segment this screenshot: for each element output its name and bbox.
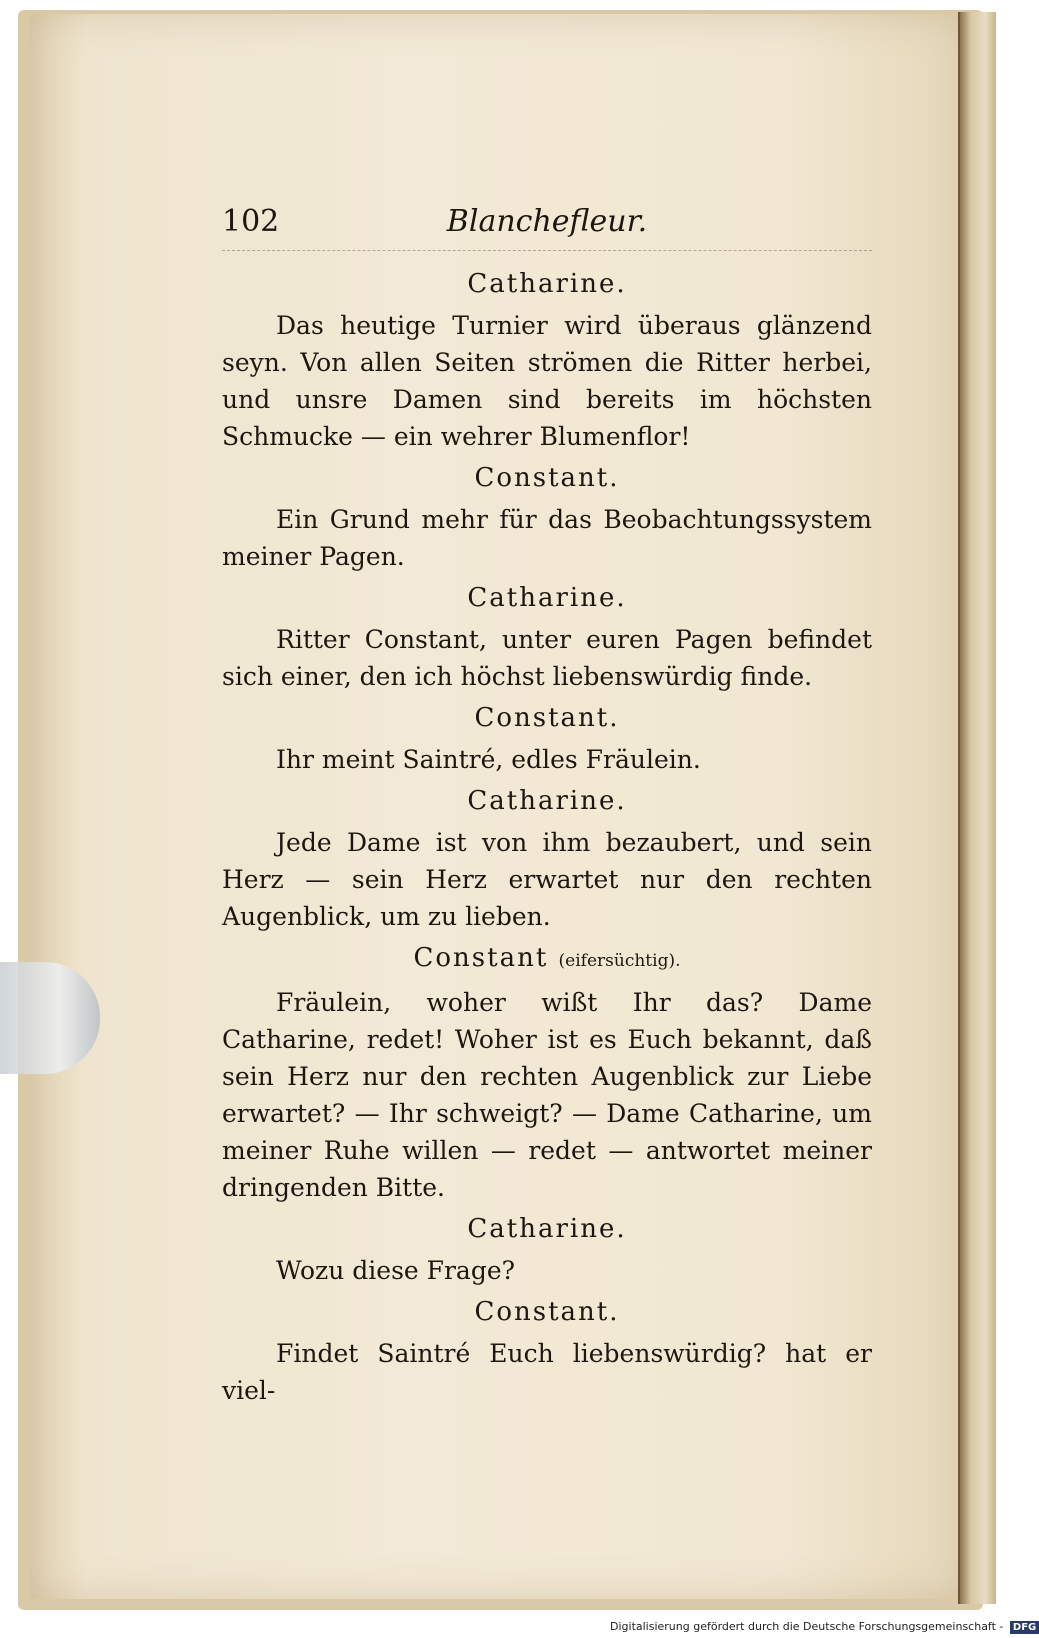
speaker-name: Catharine. [467,1214,627,1244]
stage-direction: (eifersüchtig). [558,951,681,971]
digitization-footer [610,1618,1037,1636]
running-title: Blanchefleur. [446,204,648,239]
speech-text: Ein Grund mehr für das Beobachtungssystem meiner Pagen. [222,505,872,571]
page-number: 102 [222,204,280,239]
running-head [222,190,872,251]
speaker-name: Constant. [474,463,620,493]
speech-text: Das heutige Turnier wird überaus glänzend seyn. Von allen Seiten strömen die Ritter herbei, und unsre Damen sind bereits im höchsten Schmucke — ein wehrer Blumenflor! [222,311,872,451]
speaker-name: Catharine. [467,786,627,816]
speaker-name: Constant. [474,1297,620,1327]
speech-text: Findet Saintré Euch liebenswürdig? hat er viel- [222,1339,872,1405]
speaker-with-direction [222,939,872,980]
next-page-edge [958,12,996,1604]
speaker-name: Constant [413,943,549,973]
page-content [222,190,872,1409]
footer-credit: Digitalisierung gefördert durch die Deutsche Forschungsgemeinschaft - [610,1620,1004,1633]
speaker-name: Constant. [474,703,620,733]
speaker-name: Catharine. [467,583,627,613]
speaker-name: Catharine. [467,269,627,299]
speech-text: Ritter Constant, unter euren Pagen befindet sich einer, den ich höchst liebenswürdig finde. [222,625,872,691]
speech-text: Fräulein, woher wißt Ihr das? Dame Catharine, redet! Woher ist es Euch bekannt, daß sein Herz nur den rechten Augenblick zur Liebe erwartet? — Ihr schweigt? — Dame Catharine, um meiner Ruhe willen — redet — antwortet meiner dringenden Bitte. [222,988,872,1202]
speech-text: Ihr meint Saintré, edles Fräulein. [276,745,701,774]
speech-text: Jede Dame ist von ihm bezaubert, und sein Herz — sein Herz erwartet nur den rechten Augenblick, um zu lieben. [222,828,872,931]
speech-text: Wozu diese Frage? [276,1256,516,1285]
dfg-logo: DFG [1010,1621,1039,1634]
